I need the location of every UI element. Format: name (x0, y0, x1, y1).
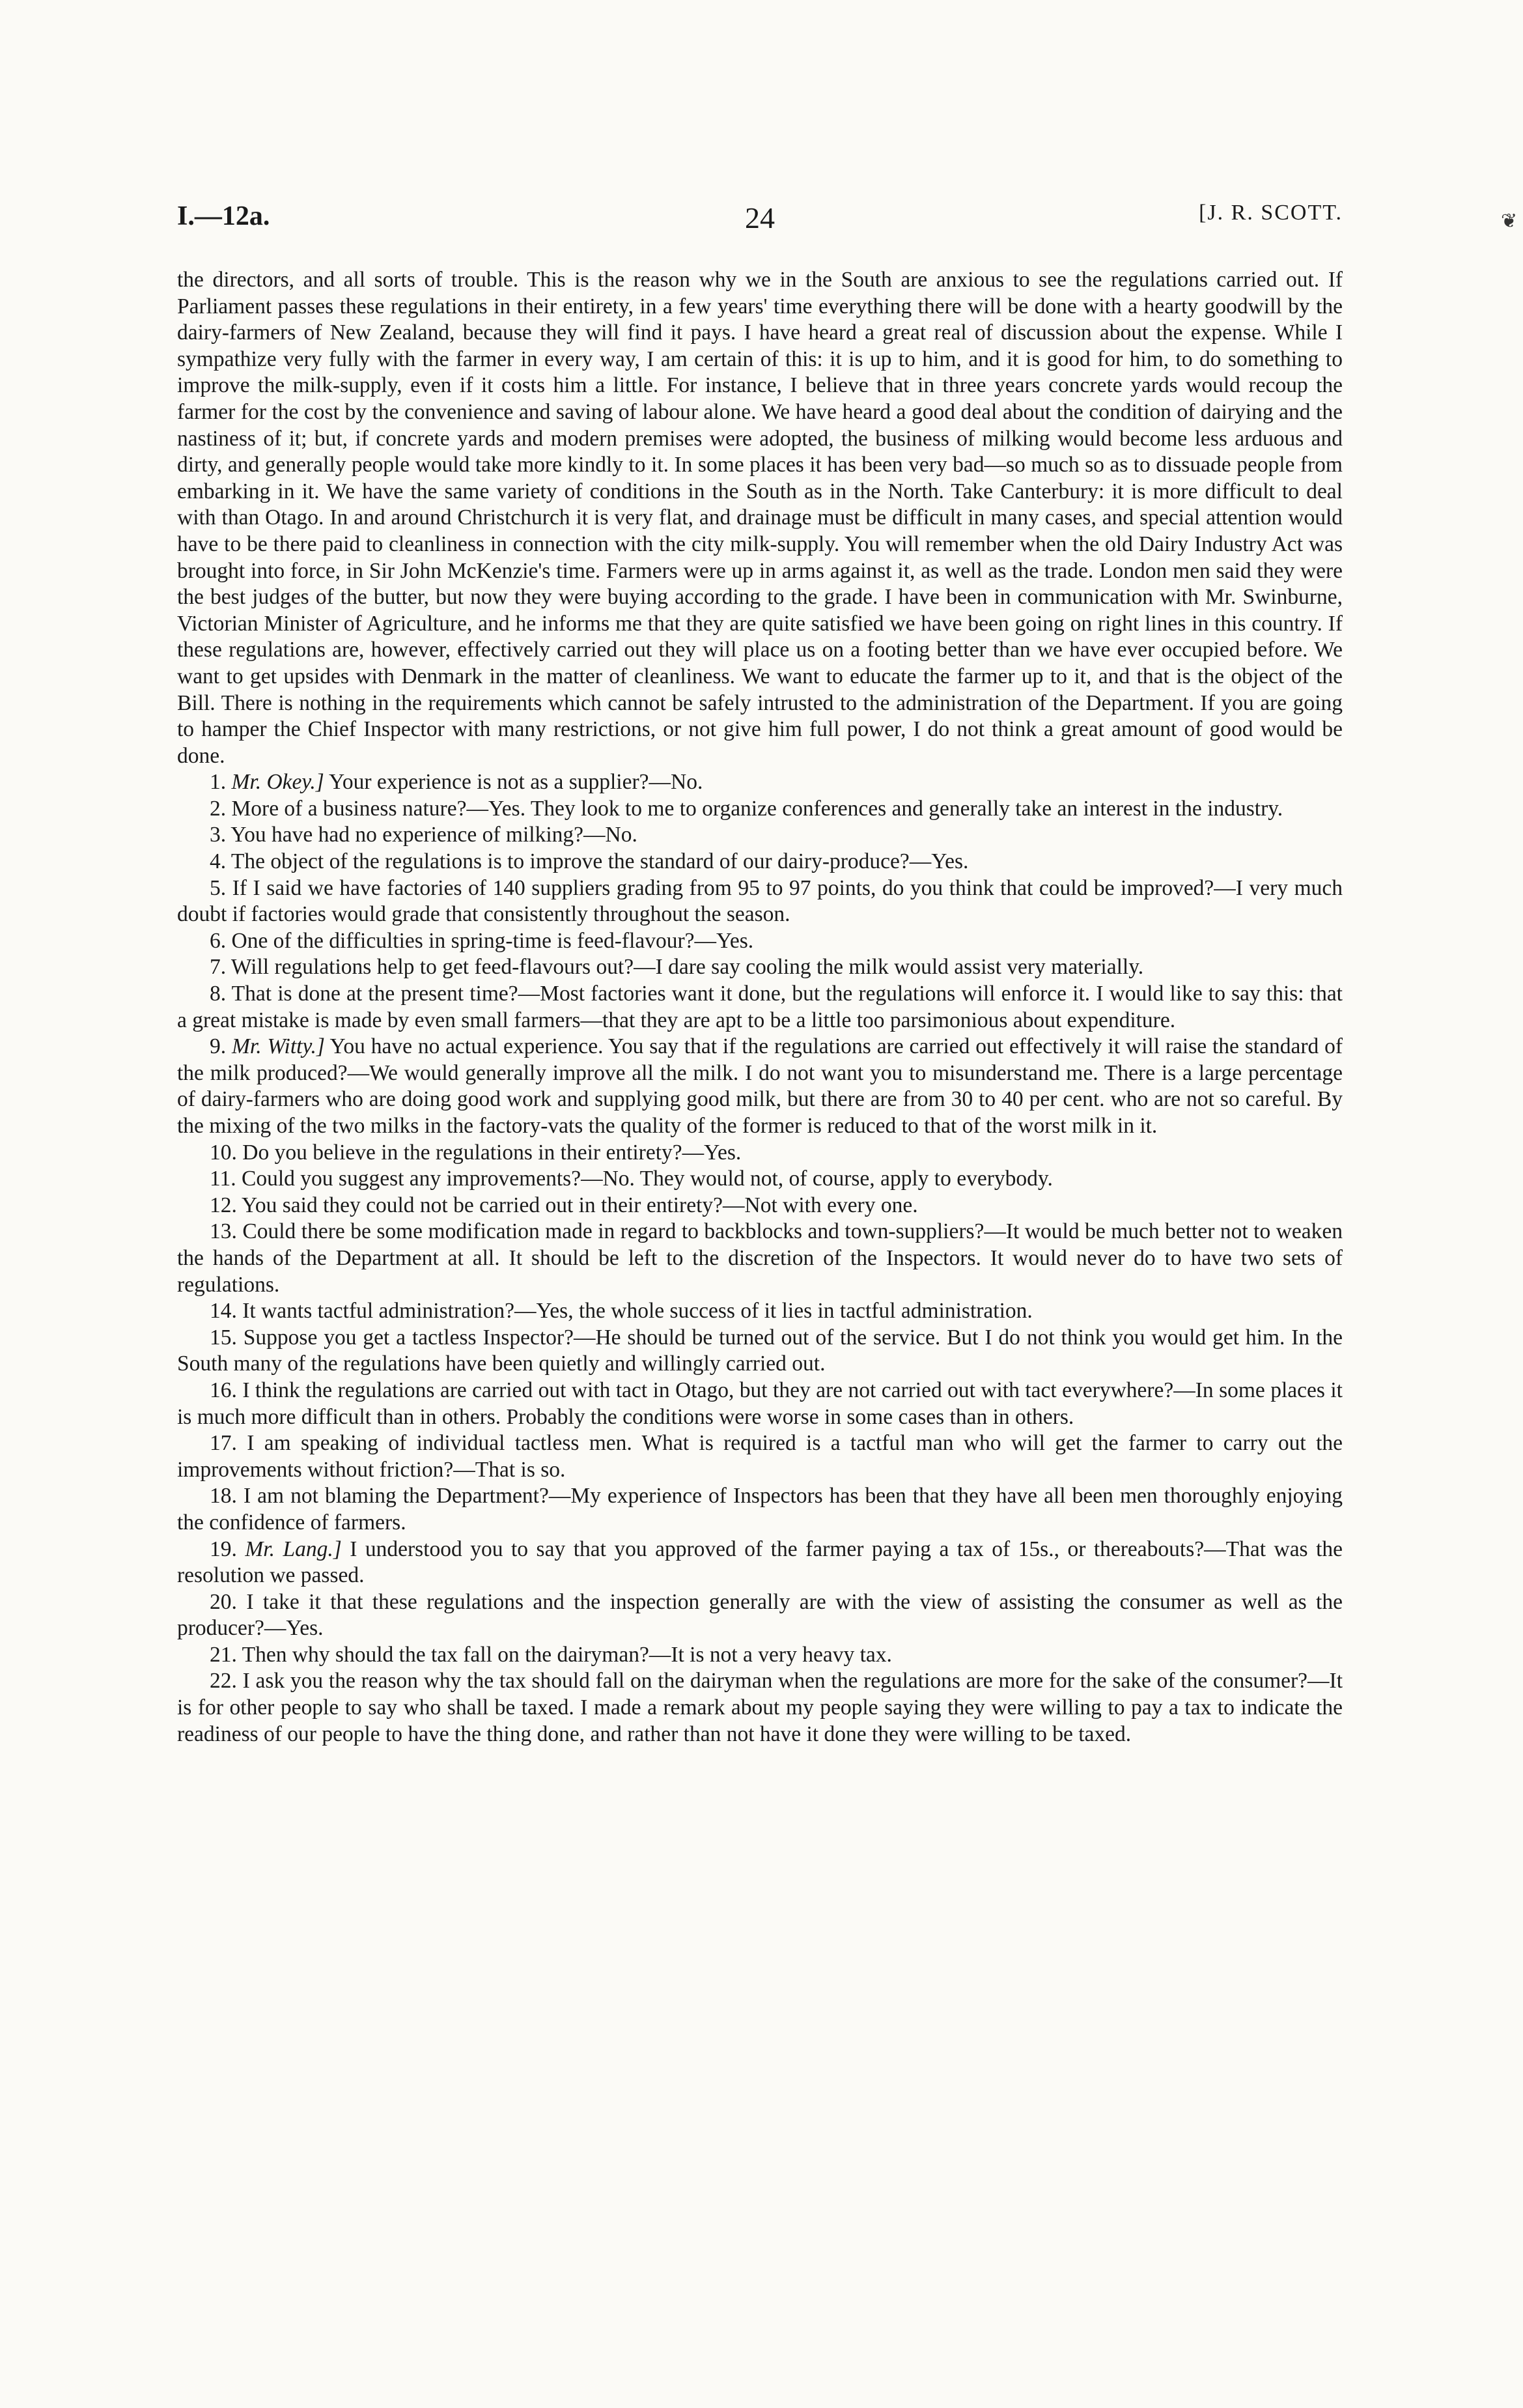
speaker-name: Mr. Lang.] (245, 1537, 342, 1561)
qa-item (177, 822, 1343, 849)
qa-item (177, 928, 1343, 955)
speaker-name: Mr. Witty.] (232, 1034, 325, 1059)
qa-item (177, 1537, 1343, 1589)
question-number: 2. (210, 796, 232, 821)
qa-item (177, 1219, 1343, 1298)
qa-item (177, 1642, 1343, 1669)
question-number: 3. (210, 823, 231, 847)
question-answer-text: Then why should the tax fall on the dairyman?—It is not a very heavy tax. (242, 1642, 892, 1667)
question-number: 11. (210, 1167, 242, 1191)
question-answer-text: More of a business nature?—Yes. They look to me to organize conferences and generally take an interest in the industry. (231, 796, 1283, 821)
qa-item (177, 1325, 1343, 1378)
question-number: 10. (210, 1140, 243, 1165)
qa-item (177, 1193, 1343, 1219)
question-number: 4. (210, 849, 231, 874)
question-answer-text: Could there be some modification made in regard to backblocks and town-suppliers?—It would be much better not to weaken the hands of the Department at all. It should be left to the discretion of the Inspectors. It would never do to have two sets of regulations. (177, 1219, 1343, 1297)
qa-item (177, 1298, 1343, 1325)
speaker-name: Mr. Okey.] (231, 770, 324, 795)
question-answer-text: Could you suggest any improvements?—No. They would not, of course, apply to everybody. (242, 1167, 1053, 1191)
qa-item (177, 1430, 1343, 1483)
qa-item (177, 1378, 1343, 1430)
question-answer-text: That is done at the present time?—Most factories want it done, but the regulations will enforce it. I would like to say this: that a great mistake is made by even small farmers—that they are apt to be a little too parsimonious about expenditure. (177, 982, 1343, 1032)
page-number: 24 (745, 201, 775, 234)
question-number: 9. (210, 1034, 232, 1059)
qa-item (177, 1140, 1343, 1167)
qa-item (177, 954, 1343, 981)
qa-item (177, 1166, 1343, 1193)
qa-item (177, 849, 1343, 875)
question-answer-text: I ask you the reason why the tax should fall on the dairyman when the regulations are more for the sake of the consumer?—It is for other people to say who shall be taxed. I made a remark about my people saying they were willing to pay a tax to indicate the readiness of our people to have the thing done, and rather than not have it done they were willing to be taxed. (177, 1669, 1343, 1746)
question-answer-text: If I said we have factories of 140 suppliers grading from 95 to 97 points, do you think that could be improved?—I very much doubt if factories would grade that consistently throughout the season. (177, 875, 1343, 927)
question-answer-list (177, 769, 1343, 1748)
question-number: 6. (210, 928, 232, 953)
witness-name: [J. R. SCOTT. (1199, 201, 1343, 225)
qa-item (177, 981, 1343, 1034)
question-answer-text: I think the regulations are carried out with tact in Otago, but they are not carried out with tact everywhere?—In some places it is much more difficult than in others. Probably the conditions were worse in some cases than in others. (177, 1378, 1343, 1429)
question-answer-text: You have no actual experience. You say that if the regulations are carried out effectively it will raise the standard of the milk produced?—We would generally improve all the milk. I do not want you to misunderstand me. There is a large percentage of dairy-farmers who are doing good work and supplying good milk, but there are from 30 to 40 per cent. who are not so careful. By the mixing of the two milks in the factory-vats the quality of the former is reduced to that of the worst milk in it. (177, 1034, 1343, 1138)
page-header (177, 201, 1343, 240)
document-reference: I.—12a. (177, 201, 270, 231)
question-answer-text: I take it that these regulations and the inspection generally are with the view of assisting the consumer as well as the producer?—Yes. (177, 1589, 1343, 1641)
question-number: 22. (210, 1669, 243, 1693)
question-answer-text: It wants tactful administration?—Yes, the whole success of it lies in tactful administration. (242, 1299, 1033, 1324)
document-body (177, 267, 1343, 1748)
question-number: 8. (210, 982, 232, 1006)
question-number: 5. (210, 875, 232, 900)
question-number: 12. (210, 1193, 242, 1217)
question-answer-text: Suppose you get a tactless Inspector?—He should be turned out of the service. But I do not think you would get him. In the South many of the regulations have been quietly and willingly carried out. (177, 1325, 1343, 1376)
qa-item (177, 1483, 1343, 1536)
qa-item (177, 1668, 1343, 1748)
qa-item (177, 1034, 1343, 1139)
question-number: 14. (210, 1299, 243, 1324)
question-answer-text: I am not blaming the Department?—My experience of Inspectors has been that they have all been men thoroughly enjoying the confidence of farmers. (177, 1484, 1343, 1535)
question-number: 17. (210, 1431, 247, 1456)
question-number: 18. (210, 1484, 244, 1509)
question-answer-text: One of the difficulties in spring-time is feed-flavour?—Yes. (231, 928, 754, 953)
question-answer-text: You said they could not be carried out in their entirety?—Not with every one. (242, 1193, 918, 1217)
question-number: 1. (210, 770, 232, 795)
qa-item (177, 769, 1343, 796)
intro-paragraph: the directors, and all sorts of trouble. This is the reason why we in the South are anxious to see the regulations carried out. If Parliament passes these regulations in their entirety, in a few years' time everything there will be done with a hearty goodwill by the dairy-farmers of New Zealand, because they will find it pays. I have heard a great real of discussion about the expense. While I sympathize very fully with the farmer in every way, I am certain of this: it is up to him, and it is good for him, to do something to improve the milk-supply, even if it costs him a little. For instance, I believe that in three years concrete yards would recoup the farmer for the cost by the convenience and saving of labour alone. We have heard a good deal about the condition of dairying and the nastiness of it; but, if concrete yards and modern premises were adopted, the business of milking would become less arduous and dirty, and generally people would take more kindly to it. In some places it has been very bad—so much so as to dissuade people from embarking in it. We have the same variety of conditions in the South as in the North. Take Canterbury: it is more difficult to deal with than Otago. In and around Christchurch it is very flat, and drainage must be difficult in many cases, and special attention would have to be there paid to cleanliness in connection with the city milk-supply. You will remember when the old Dairy Industry Act was brought into force, in Sir John McKenzie's time. Farmers were up in arms against it, as well as the trade. London men said they were the best judges of the butter, but now they were buying according to the grade. I have been in communication with Mr. Swinburne, Victorian Minister of Agriculture, and he informs me that they are quite satisfied we have been going on right lines in this country. If these regulations are, however, effectively carried out they will place us on a footing better than we have ever occupied before. We want to get upsides with Denmark in the matter of cleanliness. We want to educate the farmer up to it, and that is the object of the Bill. There is nothing in the requirements which cannot be safely intrusted to the administration of the Department. If you are going to hamper the Chief Inspector with many restrictions, or not give him full power, I do not think a great amount of good would be done. (177, 268, 1343, 768)
question-number: 20. (210, 1589, 247, 1614)
question-number: 7. (210, 955, 231, 980)
question-answer-text: I understood you to say that you approved of the farmer paying a tax of 15s., or thereabouts?—That was the resolution we passed. (177, 1537, 1343, 1588)
question-number: 13. (210, 1219, 243, 1244)
question-answer-text: I am speaking of individual tactless men. What is required is a tactful man who will get the farmer to carry out the improvements without friction?—That is so. (177, 1431, 1343, 1482)
question-answer-text: Will regulations help to get feed-flavours out?—I dare say cooling the milk would assist very materially. (231, 955, 1144, 980)
question-answer-text: The object of the regulations is to improve the standard of our dairy-produce?—Yes. (231, 849, 969, 874)
question-number: 19. (210, 1537, 245, 1561)
question-number: 15. (210, 1325, 244, 1350)
question-number: 16. (210, 1378, 243, 1402)
qa-item (177, 1589, 1343, 1642)
question-number: 21. (210, 1642, 242, 1667)
margin-mark: ❦ (1501, 210, 1518, 232)
question-answer-text: Your experience is not as a supplier?—No. (328, 770, 703, 795)
question-answer-text: Do you believe in the regulations in their entirety?—Yes. (242, 1140, 742, 1165)
question-answer-text: You have had no experience of milking?—No. (231, 823, 637, 847)
qa-item (177, 875, 1343, 928)
qa-item (177, 796, 1343, 823)
